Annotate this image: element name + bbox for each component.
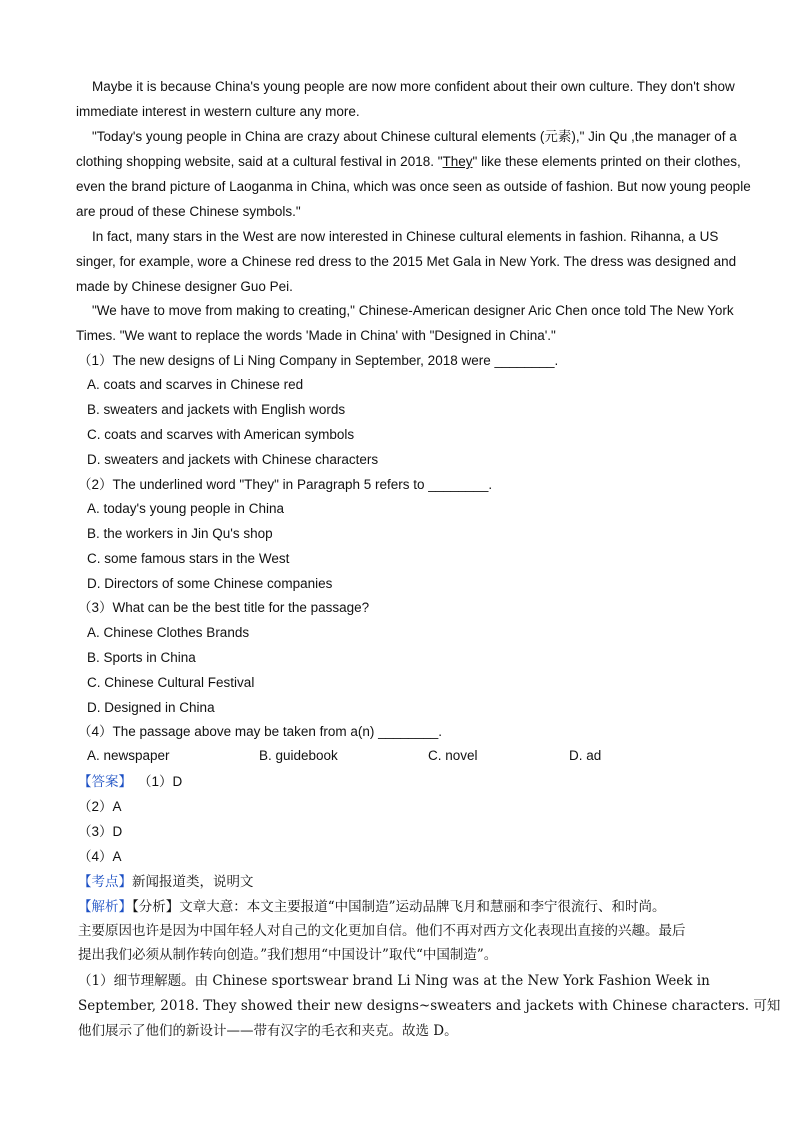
options-row-4 — [87, 748, 727, 766]
kaodian-line — [78, 873, 254, 891]
underlined-word: They — [442, 154, 473, 169]
passage-line: even the brand picture of Laoganma in China, which was once seen as outside of fashion. But now young people — [76, 179, 751, 194]
analysis-line: September, 2018. They showed their new designs~sweaters and jackets with Chinese characters. 可知 — [78, 998, 781, 1014]
analysis-label: 【解析】 — [78, 899, 132, 915]
analysis-line: 主要原因也许是因为中国年轻人对自己的文化更加自信。他们不再对西方文化表现出直接的兴趣。最后 — [78, 923, 686, 939]
analysis-text: 【分析】文章大意：本文主要报道“中国制造”运动品牌飞月和慧丽和李宁很流行、和时尚。 — [132, 899, 666, 915]
option-1a: A. coats and scarves in Chinese red — [87, 377, 304, 392]
answer-4: （4）A — [78, 849, 122, 864]
text-fragment: "Today's young people in China are crazy about Chinese cultural elements ( — [92, 129, 545, 144]
answer-line — [78, 773, 182, 791]
text-fragment: )," Jin Qu ,the manager of a — [571, 129, 737, 144]
question-4: （4）The passage above may be taken from a(n) ________. — [78, 724, 442, 739]
passage-line: are proud of these Chinese symbols." — [76, 204, 301, 219]
passage-line: immediate interest in western culture any more. — [76, 104, 360, 119]
answer-1: （1）D — [138, 774, 183, 789]
option-2b: B. the workers in Jin Qu's shop — [87, 526, 273, 541]
option-3a: A. Chinese Clothes Brands — [87, 625, 250, 640]
option-1b: B. sweaters and jackets with English words — [87, 402, 346, 417]
passage-line — [76, 153, 741, 171]
option-2a: A. today's young people in China — [87, 501, 284, 516]
analysis-line: （1）细节理解题。由 Chinese sportswear brand Li Ning was at the New York Fashion Week in — [78, 973, 710, 989]
option-3c: C. Chinese Cultural Festival — [87, 675, 255, 690]
option-4c: C. novel — [428, 748, 478, 763]
passage-line: "We have to move from making to creating," Chinese-American designer Aric Chen once told The New York — [92, 303, 734, 318]
passage-line: made by Chinese designer Guo Pei. — [76, 279, 293, 294]
passage-line: In fact, many stars in the West are now interested in Chinese cultural elements in fashion. Rihanna, a US — [92, 229, 719, 244]
option-3d: D. Designed in China — [87, 700, 215, 715]
answer-3: （3）D — [78, 824, 123, 839]
option-3b: B. Sports in China — [87, 650, 196, 665]
option-1d: D. sweaters and jackets with Chinese characters — [87, 452, 379, 467]
text-fragment: " like these elements printed on their clothes, — [472, 154, 741, 169]
answer-2: （2）A — [78, 799, 122, 814]
passage-line — [92, 128, 737, 146]
kaodian-text: 新闻报道类，说明文 — [132, 874, 254, 890]
passage-line: singer, for example, wore a Chinese red dress to the 2015 Met Gala in New York. The dress was designed and — [76, 254, 737, 269]
answer-label: 【答案】 — [78, 774, 132, 790]
option-4b: B. guidebook — [259, 748, 338, 763]
kaodian-label: 【考点】 — [78, 874, 132, 890]
passage-line: Maybe it is because China's young people are now more confident about their own culture. They don't show — [92, 79, 735, 94]
analysis-line: 他们展示了他们的新设计——带有汉字的毛衣和夹克。故选 D。 — [78, 1023, 458, 1039]
option-2c: C. some famous stars in the West — [87, 551, 290, 566]
option-4d: D. ad — [569, 748, 602, 763]
question-2: （2）The underlined word "They" in Paragraph 5 refers to ________. — [78, 477, 493, 492]
option-2d: D. Directors of some Chinese companies — [87, 576, 333, 591]
chinese-gloss: 元素 — [544, 129, 572, 145]
passage-line: Times. "We want to replace the words 'Made in China' with "Designed in China'." — [76, 328, 556, 343]
text-fragment: clothing shopping website, said at a cultural festival in 2018. " — [76, 154, 443, 169]
question-1: （1）The new designs of Li Ning Company in September, 2018 were ________. — [78, 353, 559, 368]
analysis-line: 提出我们必须从制作转向创造。”我们想用“中国设计”取代“中国制造”。 — [78, 947, 498, 963]
question-3: （3）What can be the best title for the passage? — [78, 600, 370, 615]
option-1c: C. coats and scarves with American symbols — [87, 427, 355, 442]
analysis-line — [78, 898, 666, 916]
option-4a: A. newspaper — [87, 748, 170, 763]
